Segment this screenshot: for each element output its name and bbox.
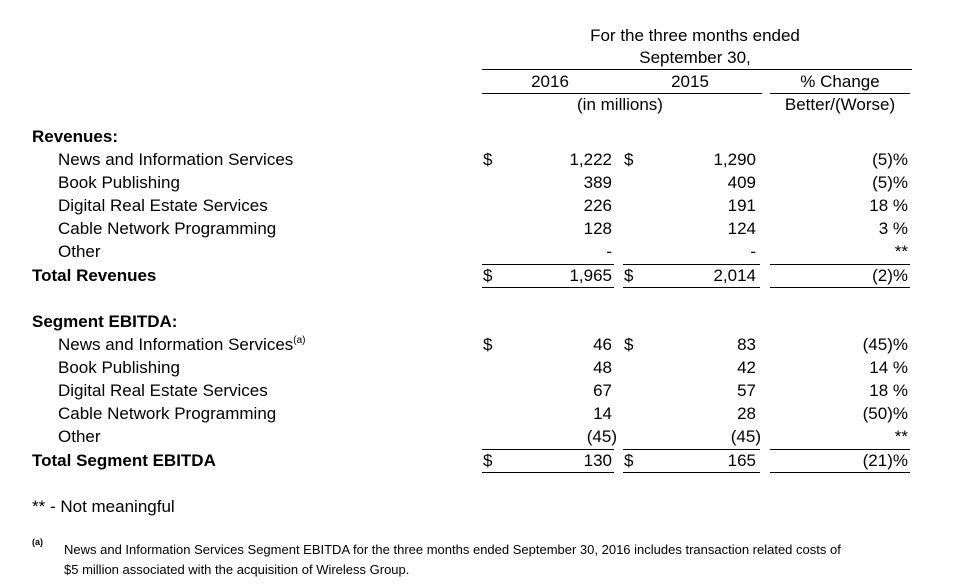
value-2015: 165 <box>727 451 756 470</box>
column-change-header-line1: % Change <box>800 72 880 91</box>
footnote-marker: (a) <box>293 335 306 346</box>
revenues-heading: Revenues: <box>32 127 118 146</box>
row-label: Cable Network Programming <box>58 219 277 238</box>
value-2015: 42 <box>737 358 756 377</box>
dollar-sign: $ <box>483 266 493 285</box>
value-2015: 409 <box>727 173 756 192</box>
value-2016: 14 <box>593 404 612 423</box>
total-rule-2015 <box>623 472 760 473</box>
value-change: ** <box>894 427 908 446</box>
value-2015: - <box>750 242 756 261</box>
value-2015: 191 <box>727 196 756 215</box>
row-label: Digital Real Estate Services <box>58 196 268 215</box>
value-2016: 1,965 <box>569 266 612 285</box>
row-label: Book Publishing <box>58 358 180 377</box>
total-rule-2016 <box>482 287 614 288</box>
dollar-sign: $ <box>624 150 634 169</box>
total-rule-change <box>770 287 910 288</box>
dollar-sign: $ <box>624 266 634 285</box>
value-change: (45)% <box>862 335 908 354</box>
total-rule-change <box>770 472 910 473</box>
value-2016: 67 <box>593 381 612 400</box>
value-2016: 1,222 <box>569 150 612 169</box>
value-2016: 46 <box>593 335 612 354</box>
total-rule-2016 <box>482 472 614 473</box>
dollar-sign: $ <box>624 451 634 470</box>
value-change: 18 % <box>869 196 908 215</box>
value-change: 18 % <box>869 381 908 400</box>
period-header-line2: September 30, <box>639 48 751 67</box>
header-rule <box>482 69 912 70</box>
dollar-sign: $ <box>483 451 493 470</box>
value-2016: 130 <box>583 451 612 470</box>
value-change: (21)% <box>862 451 908 470</box>
value-2016: 389 <box>583 173 612 192</box>
value-change: 14 % <box>869 358 908 377</box>
value-change: (5)% <box>872 150 908 169</box>
units-label: (in millions) <box>577 95 663 114</box>
value-2015: 124 <box>727 219 756 238</box>
footnote-a-marker: (a) <box>32 537 43 547</box>
row-label: News and Information Services$^{(a)}$ <box>58 335 306 354</box>
value-2015: 2,014 <box>713 266 756 285</box>
dollar-sign: $ <box>624 335 634 354</box>
dollar-sign: $ <box>483 335 493 354</box>
value-2015: 83 <box>737 335 756 354</box>
row-label: Total Segment EBITDA <box>32 451 216 470</box>
footnote-a-line2: $5 million associated with the acquisition of Wireless Group. <box>64 562 410 577</box>
value-2015: 57 <box>737 381 756 400</box>
column-change-header-line2: Better/(Worse) <box>784 95 896 114</box>
row-label: Total Revenues <box>32 266 157 285</box>
value-2015: (45) <box>730 427 761 446</box>
value-2016: - <box>606 242 612 261</box>
row-label: Other <box>58 427 101 446</box>
column-2016-header: 2016 <box>531 72 569 91</box>
value-2015: 1,290 <box>713 150 756 169</box>
footnote-a-line1: News and Information Services Segment EBITDA for the three months ended September 30, 2016 includes transaction related costs of <box>64 542 841 557</box>
dollar-sign: $ <box>483 150 493 169</box>
value-2016: 226 <box>583 196 612 215</box>
row-label: Digital Real Estate Services <box>58 381 268 400</box>
value-2016: 48 <box>593 358 612 377</box>
value-2015: 28 <box>737 404 756 423</box>
column-2015-header: 2015 <box>671 72 709 91</box>
row-label: Cable Network Programming <box>58 404 277 423</box>
value-change: (5)% <box>872 173 908 192</box>
not-meaningful-note: ** - Not meaningful <box>32 497 175 516</box>
value-change: (2)% <box>872 266 908 285</box>
row-label: Other <box>58 242 101 261</box>
value-change: (50)% <box>862 404 908 423</box>
value-2016: (45) <box>586 427 617 446</box>
total-rule-2015 <box>623 287 760 288</box>
period-header-line1: For the three months ended <box>590 26 800 45</box>
value-2016: 128 <box>583 219 612 238</box>
row-label: Book Publishing <box>58 173 180 192</box>
row-label: News and Information Services <box>58 150 294 169</box>
value-change: 3 % <box>878 219 908 238</box>
ebitda-heading: Segment EBITDA: <box>32 312 178 331</box>
value-change: ** <box>894 242 908 261</box>
